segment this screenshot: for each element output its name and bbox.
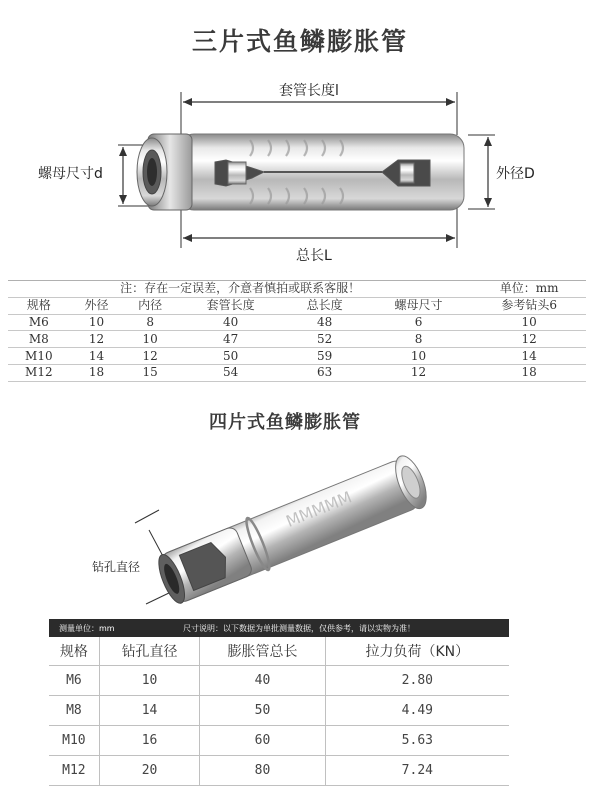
cell: 52 (284, 331, 365, 348)
cell: 80 (200, 755, 325, 785)
section1-title: 三片式鱼鳞膨胀管 (191, 27, 408, 56)
cell: 12 (472, 331, 586, 348)
table-unit: 单位：mm (472, 281, 586, 298)
cell: 8 (365, 331, 472, 348)
cell: 7.24 (325, 755, 509, 785)
header-spec: 规格 (8, 297, 70, 314)
cell: 47 (177, 331, 284, 348)
cell: 63 (284, 364, 365, 381)
cell: 12 (70, 331, 124, 348)
cell: M6 (8, 314, 70, 331)
cell: 4.49 (325, 695, 509, 725)
table-row (49, 695, 509, 725)
header-pull-load: 拉力负荷（KN） (325, 637, 509, 665)
table-row (49, 725, 509, 755)
cell: 14 (472, 348, 586, 365)
outer-diameter-label: 外径D (496, 166, 535, 182)
total-length-label: 总长L (296, 248, 332, 264)
cell: 18 (472, 364, 586, 381)
drill-diameter-label: 钻孔直径 (92, 560, 141, 574)
cell: 8 (123, 314, 177, 331)
cell: 15 (123, 364, 177, 381)
header-sleeve-length: 套管长度 (177, 297, 284, 314)
cell: M8 (8, 331, 70, 348)
svg-text:MMMMM: MMMMM (283, 487, 355, 531)
sleeve-length-label: 套管长度l (279, 83, 339, 99)
table-header-bar (49, 619, 509, 637)
cell: 40 (200, 665, 325, 695)
table-header-row (49, 637, 509, 665)
cell: 18 (70, 364, 124, 381)
cell: 12 (365, 364, 472, 381)
cell: 10 (472, 314, 586, 331)
cell: 12 (123, 348, 177, 365)
measurement-unit-note: 测量单位：mm (59, 623, 115, 633)
header-total-length: 总长度 (284, 297, 365, 314)
cell: 50 (200, 695, 325, 725)
cell: M6 (49, 665, 99, 695)
cell: M10 (49, 725, 99, 755)
cell: 59 (284, 348, 365, 365)
cell: 50 (177, 348, 284, 365)
cell: 10 (123, 331, 177, 348)
cell: 10 (365, 348, 472, 365)
cell: M10 (8, 348, 70, 365)
four-piece-spec-table (49, 619, 509, 786)
cell: 20 (99, 755, 200, 785)
size-note: 尺寸说明：以下数据为单批测量数据，仅供参考，请以实物为准！ (183, 624, 415, 633)
table-row (49, 755, 509, 785)
cell: 16 (99, 725, 200, 755)
cell: 40 (177, 314, 284, 331)
cell: M12 (8, 364, 70, 381)
header-drill-bit: 参考钻头6 (472, 297, 586, 314)
cell: 60 (200, 725, 325, 755)
header-inner-diameter: 内径 (123, 297, 177, 314)
cell: 5.63 (325, 725, 509, 755)
header-drill-diameter: 钻孔直径 (99, 637, 200, 665)
cell: M12 (49, 755, 99, 785)
table-row (49, 665, 509, 695)
cell: 2.80 (325, 665, 509, 695)
cell: 14 (99, 695, 200, 725)
cell: 10 (99, 665, 200, 695)
cell: 54 (177, 364, 284, 381)
header-total-length: 膨胀管总长 (200, 637, 325, 665)
header-outer-diameter: 外径 (70, 297, 124, 314)
cell: 10 (70, 314, 124, 331)
cell: 48 (284, 314, 365, 331)
cell: 6 (365, 314, 472, 331)
section2-title: 四片式鱼鳞膨胀管 (209, 412, 361, 433)
cell: 14 (70, 348, 124, 365)
cell: M8 (49, 695, 99, 725)
nut-size-label: 螺母尺寸d (38, 166, 103, 182)
table-note: 注：存在一定误差，介意者慎拍或联系客服！ (8, 281, 472, 298)
header-spec: 规格 (49, 637, 99, 665)
header-nut-size: 螺母尺寸 (365, 297, 472, 314)
